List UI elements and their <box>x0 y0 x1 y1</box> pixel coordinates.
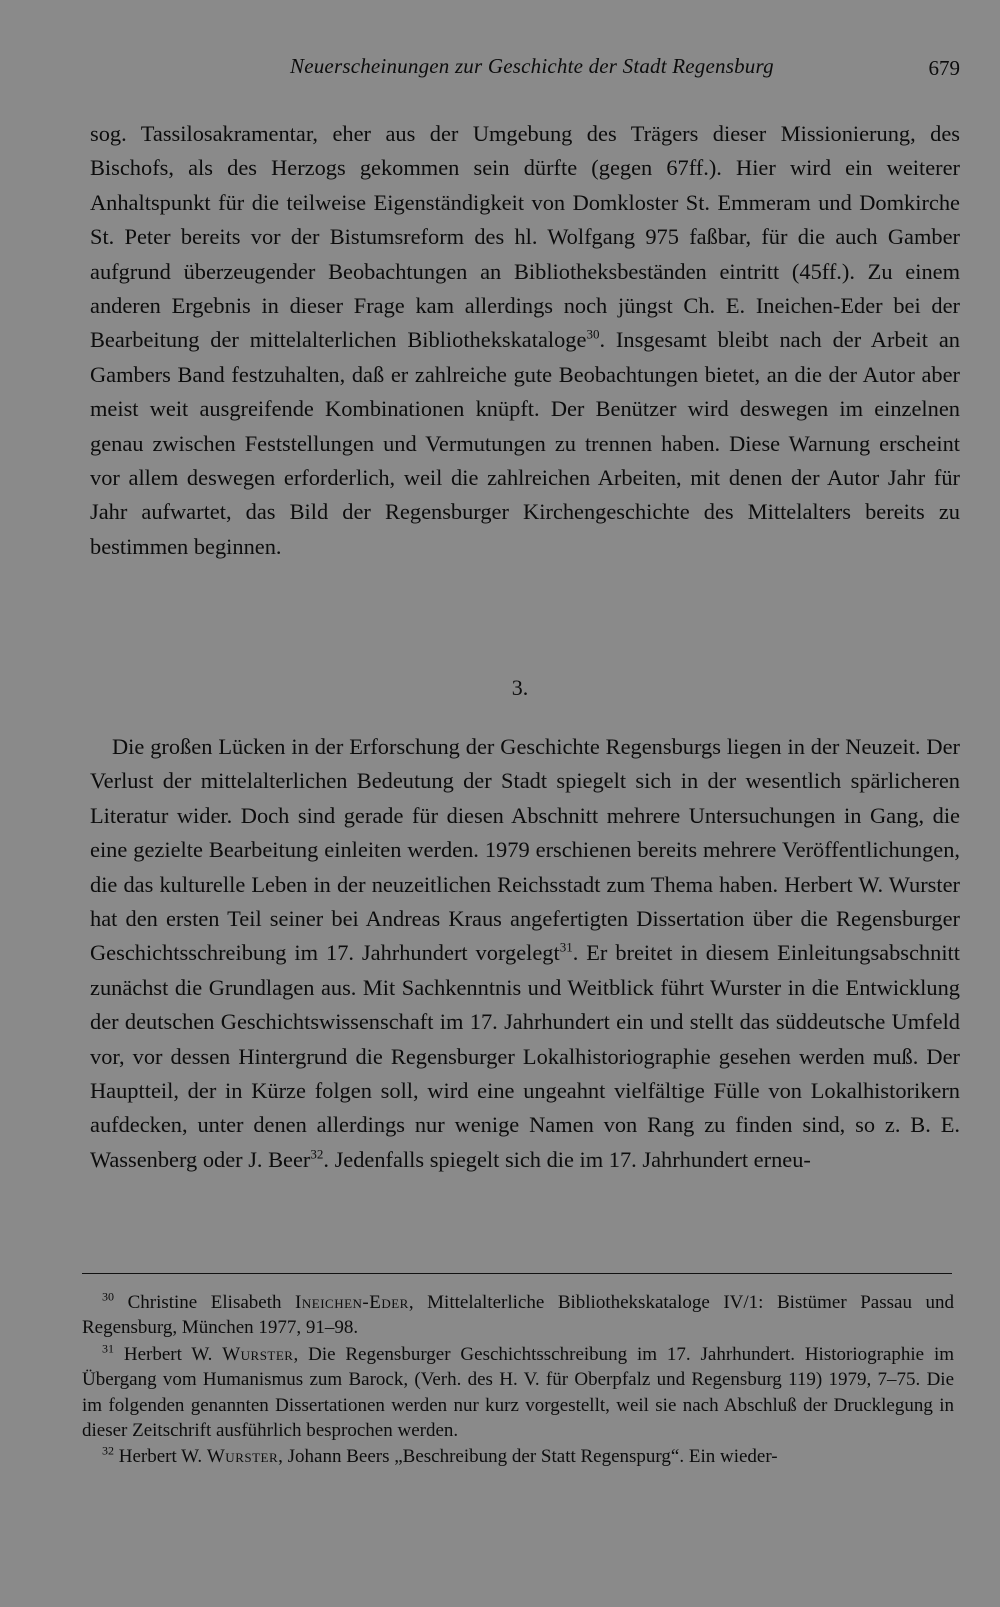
footnote-text: Herbert W. <box>118 1446 207 1468</box>
section-number: 3. <box>511 675 529 700</box>
footnotes <box>82 1290 954 1471</box>
footnote-number: 30 <box>102 1289 114 1304</box>
footnote-text: Herbert W. <box>123 1343 223 1365</box>
footnote-author: Wurster <box>222 1343 294 1365</box>
footnote-author: Wurster <box>206 1446 279 1468</box>
footnote-author: Ineichen-Eder <box>295 1292 409 1313</box>
paragraph-text: . Insgesamt bleibt nach der Arbeit an Gambers Band festzuhalten, daß er zahlreiche gute Beobachtungen bietet, an die der Autor aber meist weit ausgreifende Kombinationen knüpft. Der Benützer wird deswegen im einzelnen genau zwischen Feststellungen und Vermutungen zu trennen haben. Diese Warnung erscheint vor allem deswegen erforderlich, weil die zahlreichen Arbeiten, mit denen der Autor Jahr für Jahr aufwartet, das Bild der Regensburger Kirchengeschichte des Mittelalters bereits zu bestimmen beginnen. <box>90 327 961 559</box>
paragraph-text: . Er breitet in diesem Einleitungsabschnitt zunächst die Grundlagen aus. Mit Sachkenntnis und Weitblick führt Wurster in die Entwicklung der deutschen Geschichtswissenschaft im 17. Jahrhundert ein und stellt das süddeutsche Umfeld vor, vor dessen Hintergrund die Regensburger Lokalhistoriographie gesehen werden muß. Der Hauptteil, der in Kürze folgen soll, wird eine ungeahnt vielfältige Fülle von Lokalhistorikern aufdecken, unter denen allerdings nur wenige Namen von Rang zu finden sind, so z. B. E. Wassenberg oder J. Beer <box>90 940 960 1172</box>
footnote-text: , Mittelalterliche Bibliothekskataloge IV/1: Bistümer Passau und Regensburg, München 1977, 91–98. <box>82 1292 955 1339</box>
footnote-30 <box>82 1290 954 1341</box>
paragraph-text: sog. Tassilosakramentar, eher aus der Umgebung des Trägers dieser Missionierung, des Bischofs, als des Herzogs gekommen sein dürfte (gegen 67ff.). Hier wird ein weiterer Anhaltspunkt für die teilweise Eigenständigkeit von Domkloster St. Emmeram und Domkirche St. Peter bereits vor der Bistumsreform des hl. Wolfgang 975 faßbar, für die auch Gamber aufgrund überzeugender Beobachtungen an Bibliotheksbeständen eintritt (45ff.). Zu einem anderen Ergebnis in dieser Frage kam allerdings noch jüngst Ch. E. Ineichen-Eder bei der Bearbeitung der mittelalterlichen Bibliothekskataloge <box>90 121 960 353</box>
body-paragraph <box>90 730 960 1177</box>
footnote-text: , Johann Beers „Beschreibung der Statt Regenspurg“. Ein wieder- <box>278 1446 778 1468</box>
footnote-32 <box>82 1444 954 1469</box>
page-number: 679 <box>928 56 960 80</box>
footnote-text: , Die Regensburger Geschichtsschreibung im 17. Jahrhundert. Historiographie im Übergang vom Humanismus zum Barock, (Verh. des H. V. für Oberpfalz und Regensburg 119) 1979, 7–75. Die im folgenden genannten Dissertationen werden nur kurz vorgestellt, weil sie nach Abschluß der Drucklegung in dieser Zeitschrift ausführlich besprochen werden. <box>82 1343 955 1442</box>
body-paragraph <box>90 117 960 564</box>
footnote-number: 32 <box>102 1444 114 1459</box>
footnote-ref-30: 30 <box>586 326 600 342</box>
footnote-31 <box>82 1342 954 1444</box>
running-head <box>90 50 960 90</box>
footnote-text: Christine Elisabeth <box>127 1292 296 1313</box>
footnote-ref-31: 31 <box>559 939 573 955</box>
paragraph-text: . Jedenfalls spiegelt sich die im 17. Jahrhundert erneu- <box>323 1146 811 1172</box>
footnote-divider <box>82 1273 952 1274</box>
paragraph-text: Die großen Lücken in der Erforschung der Geschichte Regensburgs liegen in der Neuzeit. Der Verlust der mittelalterlichen Bedeutung der Stadt spiegelt sich in der wesentlich spärlicheren Literatur wider. Doch sind gerade für diesen Abschnitt mehrere Untersuchungen in Gang, die eine gezielte Bearbeitung einleiten werden. 1979 erschienen bereits mehrere Veröffentlichungen, die das kulturelle Leben in der neuzeitlichen Reichsstadt zum Thema haben. Herbert W. Wurster hat den ersten Teil seiner bei Andreas Kraus angefertigten Dissertation über die Regensburger Geschichtsschreibung im 17. Jahrhundert vorgelegt <box>90 734 960 966</box>
running-title: Neuerscheinungen zur Geschichte der Stadt Regensburg <box>290 54 774 78</box>
footnote-number: 31 <box>102 1341 114 1356</box>
footnote-ref-32: 32 <box>310 1146 324 1162</box>
